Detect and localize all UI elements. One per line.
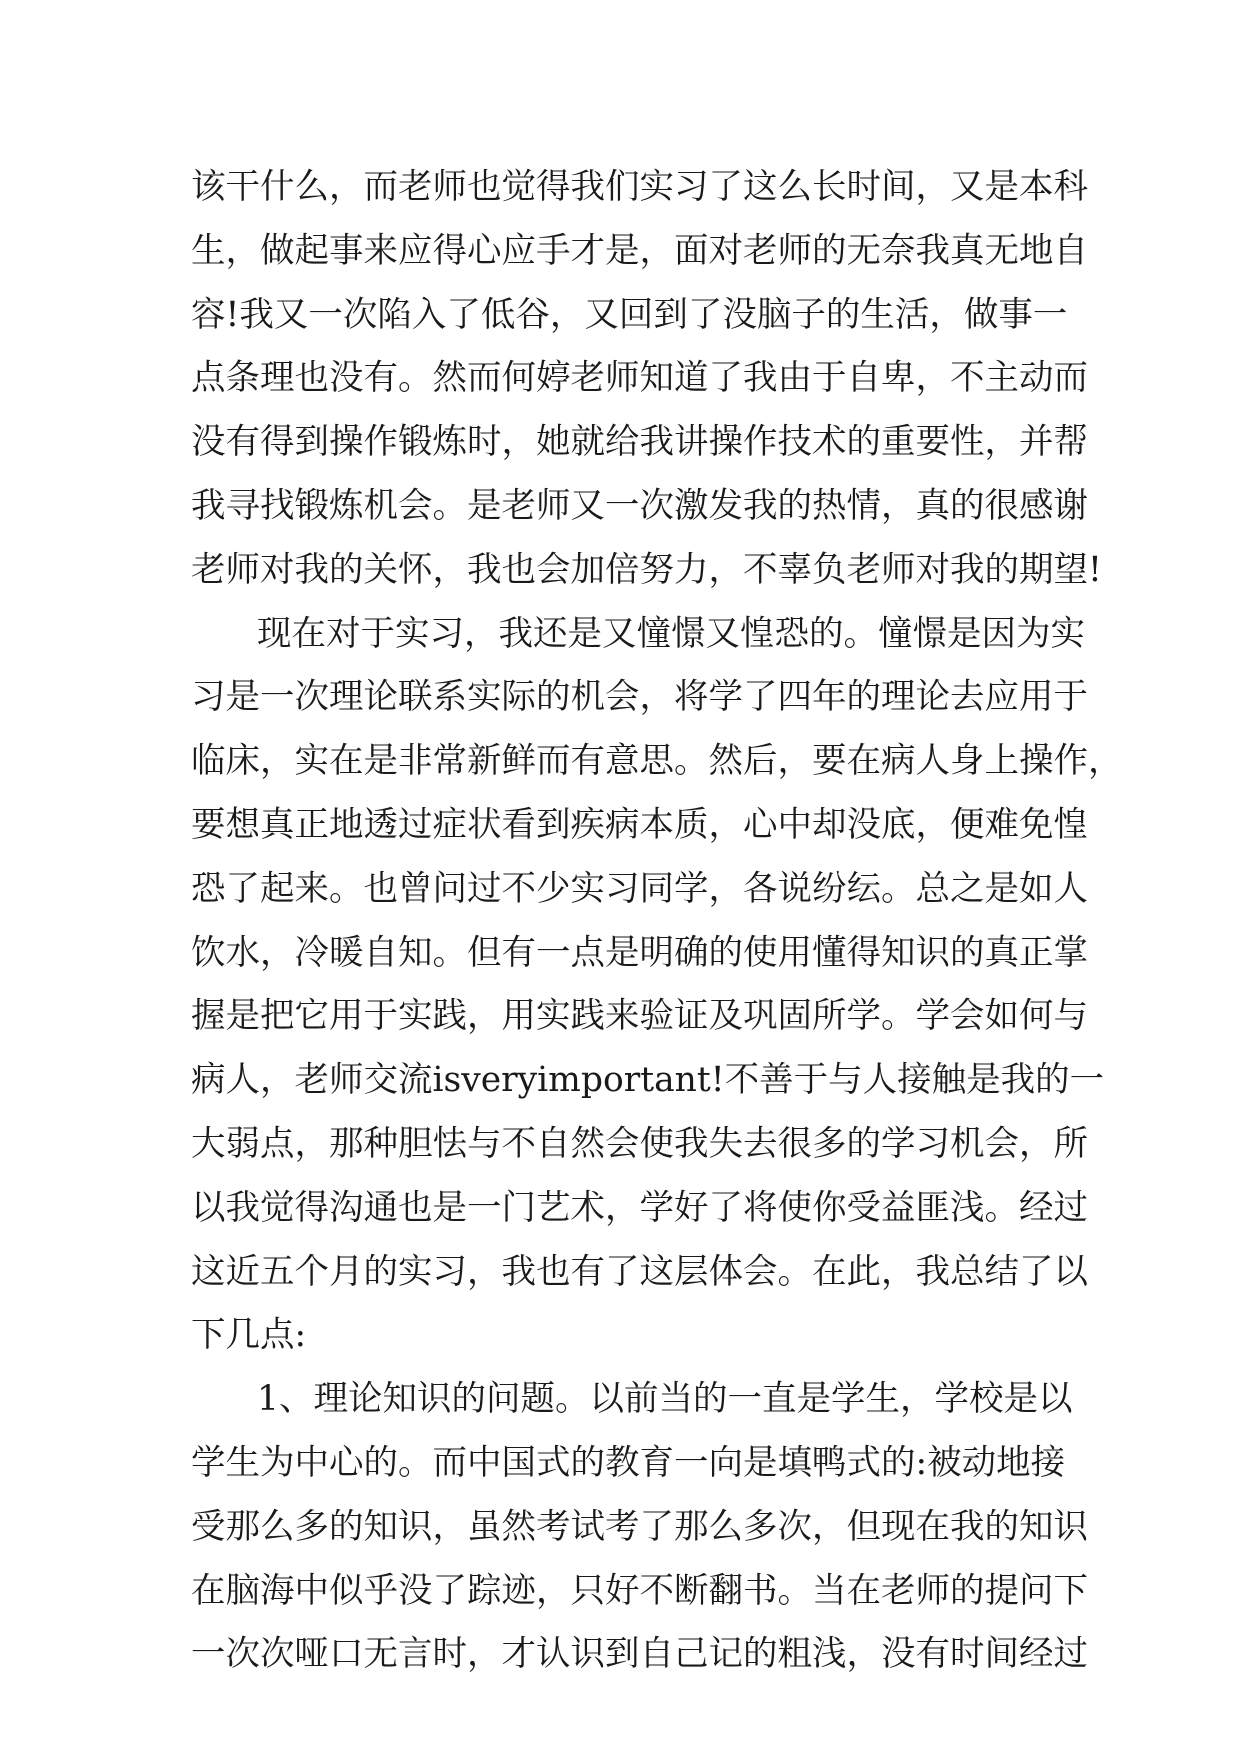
text-line: 该干什么，而老师也觉得我们实习了这么长时间，又是本科 [191, 167, 1088, 207]
text-line: 握是把它用于实践，用实践来验证及巩固所学。学会如何与 [191, 996, 1088, 1037]
text-line: 要想真正地透过症状看到疾病本质，心中却没底，便难免惶 [191, 804, 1088, 845]
text-line: 习是一次理论联系实际的机会，将学了四年的理论去应用于 [191, 677, 1088, 718]
text-line: 下几点: [191, 1315, 307, 1356]
text-line: 我寻找锻炼机会。是老师又一次激发我的热情，真的很感谢 [191, 485, 1088, 526]
text-line: 1、理论知识的问题。以前当的一直是学生，学校是以 [257, 1379, 1073, 1420]
paragraph-2 [191, 603, 1123, 1369]
text-line: 没有得到操作锻炼时，她就给我讲操作技术的重要性，并帮 [191, 422, 1088, 463]
text-line: 这近五个月的实习，我也有了这层体会。在此，我总结了以 [191, 1251, 1088, 1292]
text-line: 大弱点，那种胆怯与不自然会使我失去很多的学习机会，所 [191, 1123, 1088, 1164]
text-line: 现在对于实习，我还是又憧憬又惶恐的。憧憬是因为实 [257, 613, 1085, 654]
text-line: 点条理也没有。然而何婷老师知道了我由于自卑，不主动而 [191, 358, 1088, 399]
text-line: 受那么多的知识，虽然考试考了那么多次，但现在我的知识 [191, 1506, 1088, 1547]
text-line: 一次次哑口无言时，才认识到自己记的粗浅，没有时间经过 [191, 1634, 1088, 1675]
text-line: 临床，实在是非常新鲜而有意思。然后，要在病人身上操作， [191, 741, 1123, 782]
text-line: 生，做起事来应得心应手才是，面对老师的无奈我真无地自 [191, 230, 1088, 271]
paragraph-1 [191, 156, 1102, 603]
text-line: 老师对我的关怀，我也会加倍努力，不辜负老师对我的期望! [191, 549, 1102, 590]
document-body [191, 156, 1123, 1687]
text-line: 学生为中心的。而中国式的教育一向是填鸭式的:被动地接 [191, 1442, 1066, 1483]
text-line: 病人，老师交流isveryimportant!不善于与人接触是我的一 [191, 1060, 1105, 1101]
text-line: 以我觉得沟通也是一门艺术，学好了将使你受益匪浅。经过 [191, 1187, 1088, 1228]
text-line: 恐了起来。也曾问过不少实习同学，各说纷纭。总之是如人 [191, 868, 1088, 909]
paragraph-3 [191, 1368, 1088, 1687]
text-line: 容!我又一次陷入了低谷，又回到了没脑子的生活，做事一 [191, 294, 1068, 335]
text-line: 在脑海中似乎没了踪迹，只好不断翻书。当在老师的提问下 [191, 1570, 1088, 1611]
text-line: 饮水，冷暖自知。但有一点是明确的使用懂得知识的真正掌 [191, 932, 1088, 973]
